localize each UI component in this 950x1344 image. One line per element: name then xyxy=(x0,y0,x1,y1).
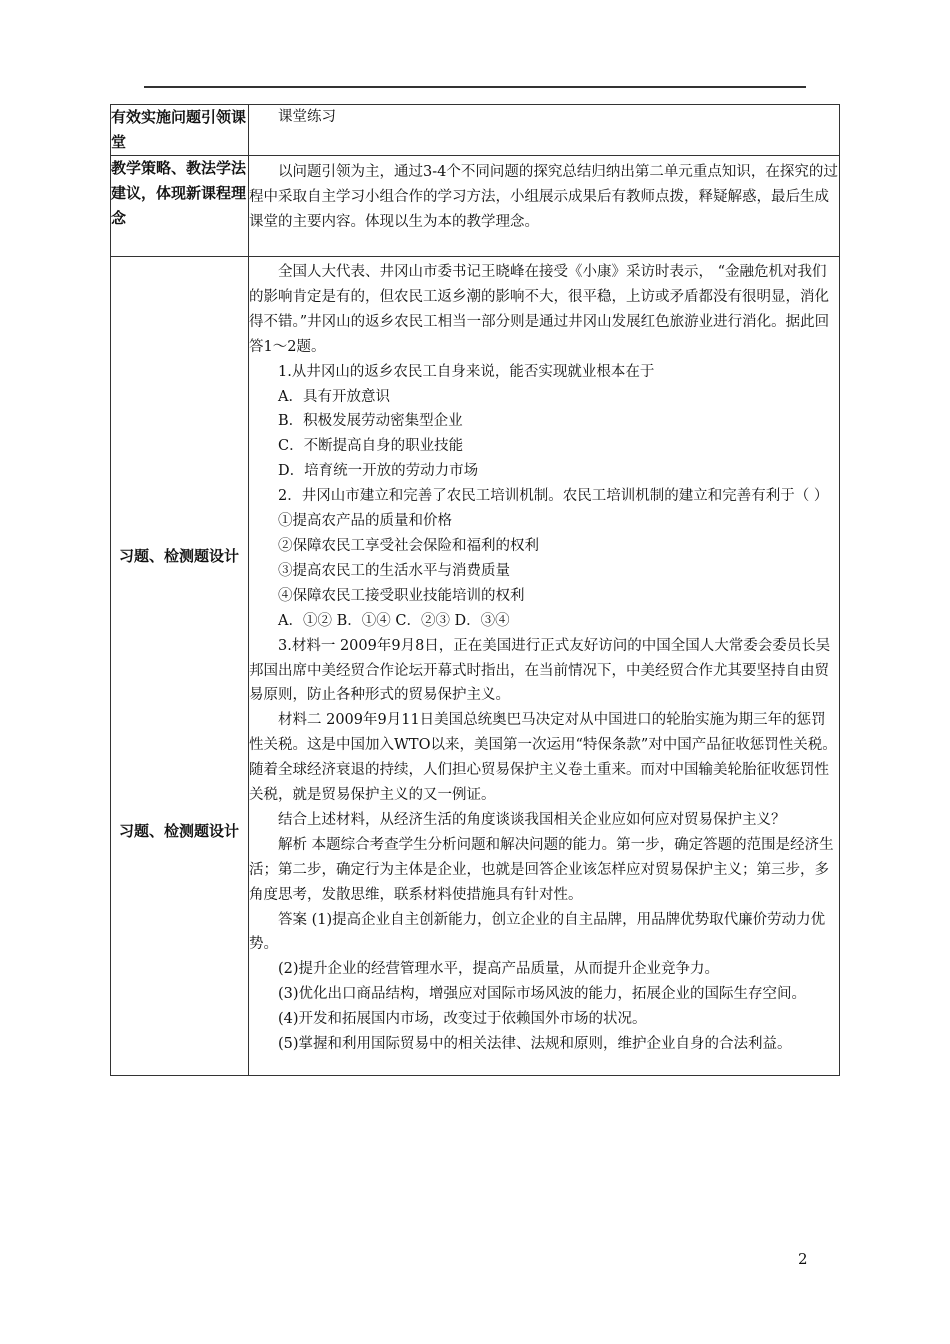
table-row xyxy=(111,156,840,257)
content-paragraph: 以问题引领为主，通过3-4个不同问题的探究总结归纳出第二单元重点知识，在探究的过程中采取自主学习小组合作的学习方法，小组展示成果后有教师点拨，释疑解惑，最后生成课堂的主要内容。体现以生为本的教学理念。 xyxy=(249,164,838,230)
statement-4: ④保障农民工接受职业技能培训的权利 xyxy=(278,587,525,604)
question-2: 2．井冈山市建立和完善了农民工培训机制。农民工培训机制的建立和完善有利于（ ） xyxy=(278,488,829,505)
option-d: D．培育统一开放的劳动力市场 xyxy=(278,463,479,480)
lesson-plan-table xyxy=(110,104,840,1076)
answer-point-3: (3)优化出口商品结构，增强应对国际市场风波的能力，拓展企业的国际生存空间。 xyxy=(278,986,807,1003)
row-content-exercises xyxy=(249,257,840,1076)
material-paragraph: 全国人大代表、井冈山市委书记王晓峰在接受《小康》采访时表示， “金融危机对我们的影响肯定是有的，但农民工返乡潮的影响不大，很平稳，上访或矛盾都没有很明显，消化得不错。”井冈山的返乡农民工相当一部分则是通过井冈山发展红色旅游业进行消化。据此回答1～2题。 xyxy=(249,264,830,355)
statement-1: ①提高农产品的质量和价格 xyxy=(278,513,452,530)
statement-3: ③提高农民工的生活水平与消费质量 xyxy=(278,562,510,579)
answer-options: A．①② B．①④ C．②③ D．③④ xyxy=(278,612,510,629)
option-b: B．积极发展劳动密集型企业 xyxy=(278,413,463,430)
statement-2: ②保障农民工享受社会保险和福利的权利 xyxy=(278,537,539,554)
answer-point-2: (2)提升企业的经营管理水平，提高产品质量，从而提升企业竞争力。 xyxy=(278,961,720,978)
option-a: A．具有开放意识 xyxy=(278,388,390,405)
header-rule xyxy=(144,86,806,88)
answer-point-4: (4)开发和拓展国内市场，改变过于依赖国外市场的状况。 xyxy=(278,1011,647,1028)
row-content-classroom-practice xyxy=(249,105,840,156)
option-c: C．不断提高自身的职业技能 xyxy=(278,438,464,455)
content-paragraph: 课堂练习 xyxy=(278,109,336,125)
question-3-material-1: 3.材料一 2009年9月8日，正在美国进行正式友好访问的中国全国人大常委会委员长吴邦国出席中美经贸合作论坛开幕式时指出，在当前情况下，中美经贸合作尤其要坚持自由贸易原则，防止各种形式的贸易保护主义。 xyxy=(249,637,831,704)
row-content-teaching-strategy xyxy=(249,156,840,257)
row-label-exercise-cell xyxy=(111,257,249,1076)
question-3-prompt: 结合上述材料，从经济生活的角度谈谈我国相关企业应如何应对贸易保护主义？ xyxy=(278,811,786,828)
answer-point-5: (5)掌握和利用国际贸易中的相关法律、法规和原则，维护企业自身的合法利益。 xyxy=(278,1036,792,1053)
question-1: 1.从井冈山的返乡农民工自身来说，能否实现就业根本在于 xyxy=(278,363,655,380)
page-number: 2 xyxy=(798,1250,808,1268)
table-row xyxy=(111,257,840,1076)
row-label-teaching-strategy: 教学策略、教法学法建议，体现新课程理念 xyxy=(111,156,249,257)
row-label-effective-question: 有效实施问题引领课堂 xyxy=(111,105,249,156)
answer-point-1: 答案 (1)提高企业自主创新能力，创立企业的自主品牌，用品牌优势取代廉价劳动力优势。 xyxy=(249,911,826,953)
table-row xyxy=(111,105,840,156)
analysis-paragraph: 解析 本题综合考查学生分析问题和解决问题的能力。第一步，确定答题的范围是经济生活；第二步，确定行为主体是企业，也就是回答企业该怎样应对贸易保护主义；第三步，多角度思考，发散思维，联系材料使措施具有针对性。 xyxy=(249,836,834,903)
row-label-exercise-design-repeat: 习题、检测题设计 xyxy=(119,822,240,840)
row-label-exercise-design: 习题、检测题设计 xyxy=(119,547,240,565)
question-3-material-2: 材料二 2009年9月11日美国总统奥巴马决定对从中国进口的轮胎实施为期三年的惩罚性关税。这是中国加入WTO以来，美国第一次运用“特保条款”对中国产品征收惩罚性关税。随着全球经济衰退的持续，人们担心贸易保护主义卷土重来。而对中国输美轮胎征收惩罚性关税，就是贸易保护主义的又一例证。 xyxy=(249,712,837,804)
